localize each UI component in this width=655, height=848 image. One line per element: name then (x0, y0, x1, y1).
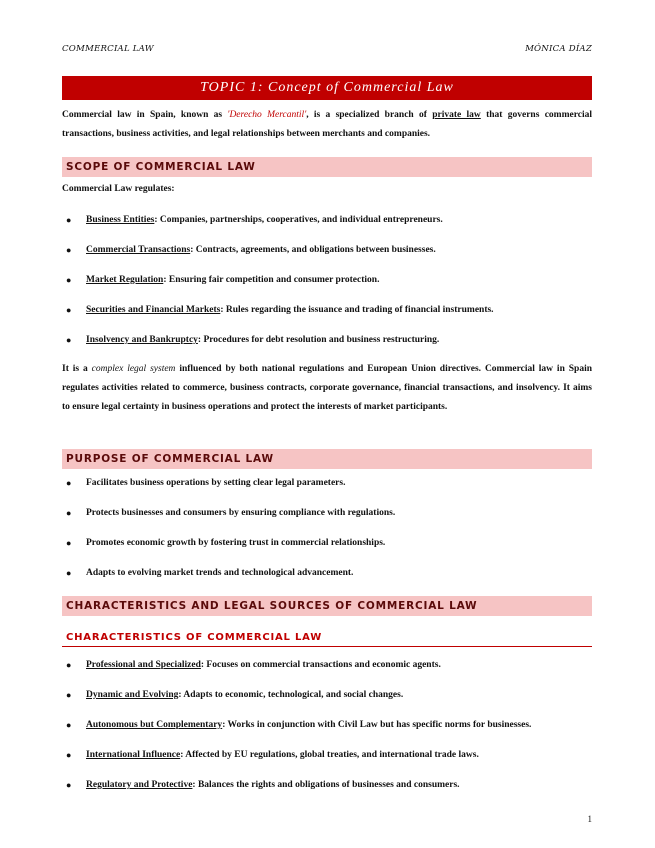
header-course: COMMERCIAL LAW (62, 44, 154, 54)
bullet-icon: ● (66, 720, 72, 730)
page-number: 1 (587, 814, 592, 824)
list-item: ● Commercial Transactions: Contracts, agreements, and obligations between businesses. (66, 245, 436, 255)
list-item: ● Dynamic and Evolving: Adapts to economic, technological, and social changes. (66, 690, 404, 700)
scope-lead: Commercial Law regulates: (62, 184, 175, 194)
bullet-icon: ● (66, 305, 72, 315)
purpose-list (62, 476, 592, 596)
list-item: ● Promotes economic growth by fostering trust in commercial relationships. (66, 538, 386, 548)
bullet-icon: ● (66, 660, 72, 670)
section-heading-purpose: PURPOSE OF COMMERCIAL LAW (62, 449, 592, 469)
list-item: ● Securities and Financial Markets: Rules regarding the issuance and trading of financial instruments. (66, 305, 494, 315)
bullet-icon: ● (66, 780, 72, 790)
list-item: ● Regulatory and Protective: Balances the rights and obligations of businesses and consumers. (66, 780, 460, 790)
bullet-icon: ● (66, 750, 72, 760)
bullet-icon: ● (66, 245, 72, 255)
list-item: ● Autonomous but Complementary: Works in conjunction with Civil Law but has specific norms for businesses. (66, 720, 532, 730)
bullet-icon: ● (66, 335, 72, 345)
bullet-icon: ● (66, 568, 72, 578)
list-item: ● Protects businesses and consumers by ensuring compliance with regulations. (66, 508, 396, 518)
list-item: ● Professional and Specialized: Focuses on commercial transactions and economic agents. (66, 660, 441, 670)
scope-paragraph: It is a complex legal system influenced by both national regulations and European Union directives. Commercial law in Spain regulates activities related to commerce, business contracts, corporate governance, financial transactions, and insolvency. It aims to ensure legal certainty in business operations and protect the interests of market participants. (62, 364, 592, 412)
bullet-icon: ● (66, 275, 72, 285)
bullet-icon: ● (66, 508, 72, 518)
header-author: MÓNICA DÍAZ (525, 44, 592, 54)
topic-title: TOPIC 1: Concept of Commercial Law (62, 76, 592, 100)
private-law-link[interactable]: private law (432, 110, 481, 120)
list-item: ● Adapts to evolving market trends and technological advancement. (66, 568, 354, 578)
scope-list (62, 213, 592, 363)
subsection-heading-characteristics: CHARACTERISTICS OF COMMERCIAL LAW (62, 629, 592, 647)
list-item: ● Insolvency and Bankruptcy: Procedures for debt resolution and business restructuring. (66, 335, 440, 345)
section-heading-characteristics: CHARACTERISTICS AND LEGAL SOURCES OF COMMERCIAL LAW (62, 596, 592, 616)
document-page (62, 0, 592, 848)
intro-paragraph: Commercial law in Spain, known as 'Derecho Mercantil', is a specialized branch of private law that governs commercial transactions, business activities, and legal relationships between merchants and companies. (62, 110, 593, 139)
list-item: ● International Influence: Affected by EU regulations, global treaties, and international trade laws. (66, 750, 479, 760)
term-derecho-mercantil: 'Derecho Mercantil' (227, 110, 307, 120)
characteristics-list (62, 658, 592, 808)
bullet-icon: ● (66, 478, 72, 488)
list-item: ● Business Entities: Companies, partnerships, cooperatives, and individual entrepreneurs. (66, 215, 443, 225)
list-item: ● Facilitates business operations by setting clear legal parameters. (66, 478, 346, 488)
list-item: ● Market Regulation: Ensuring fair competition and consumer protection. (66, 275, 380, 285)
section-heading-scope: SCOPE OF COMMERCIAL LAW (62, 157, 592, 177)
bullet-icon: ● (66, 538, 72, 548)
bullet-icon: ● (66, 690, 72, 700)
bullet-icon: ● (66, 215, 72, 225)
